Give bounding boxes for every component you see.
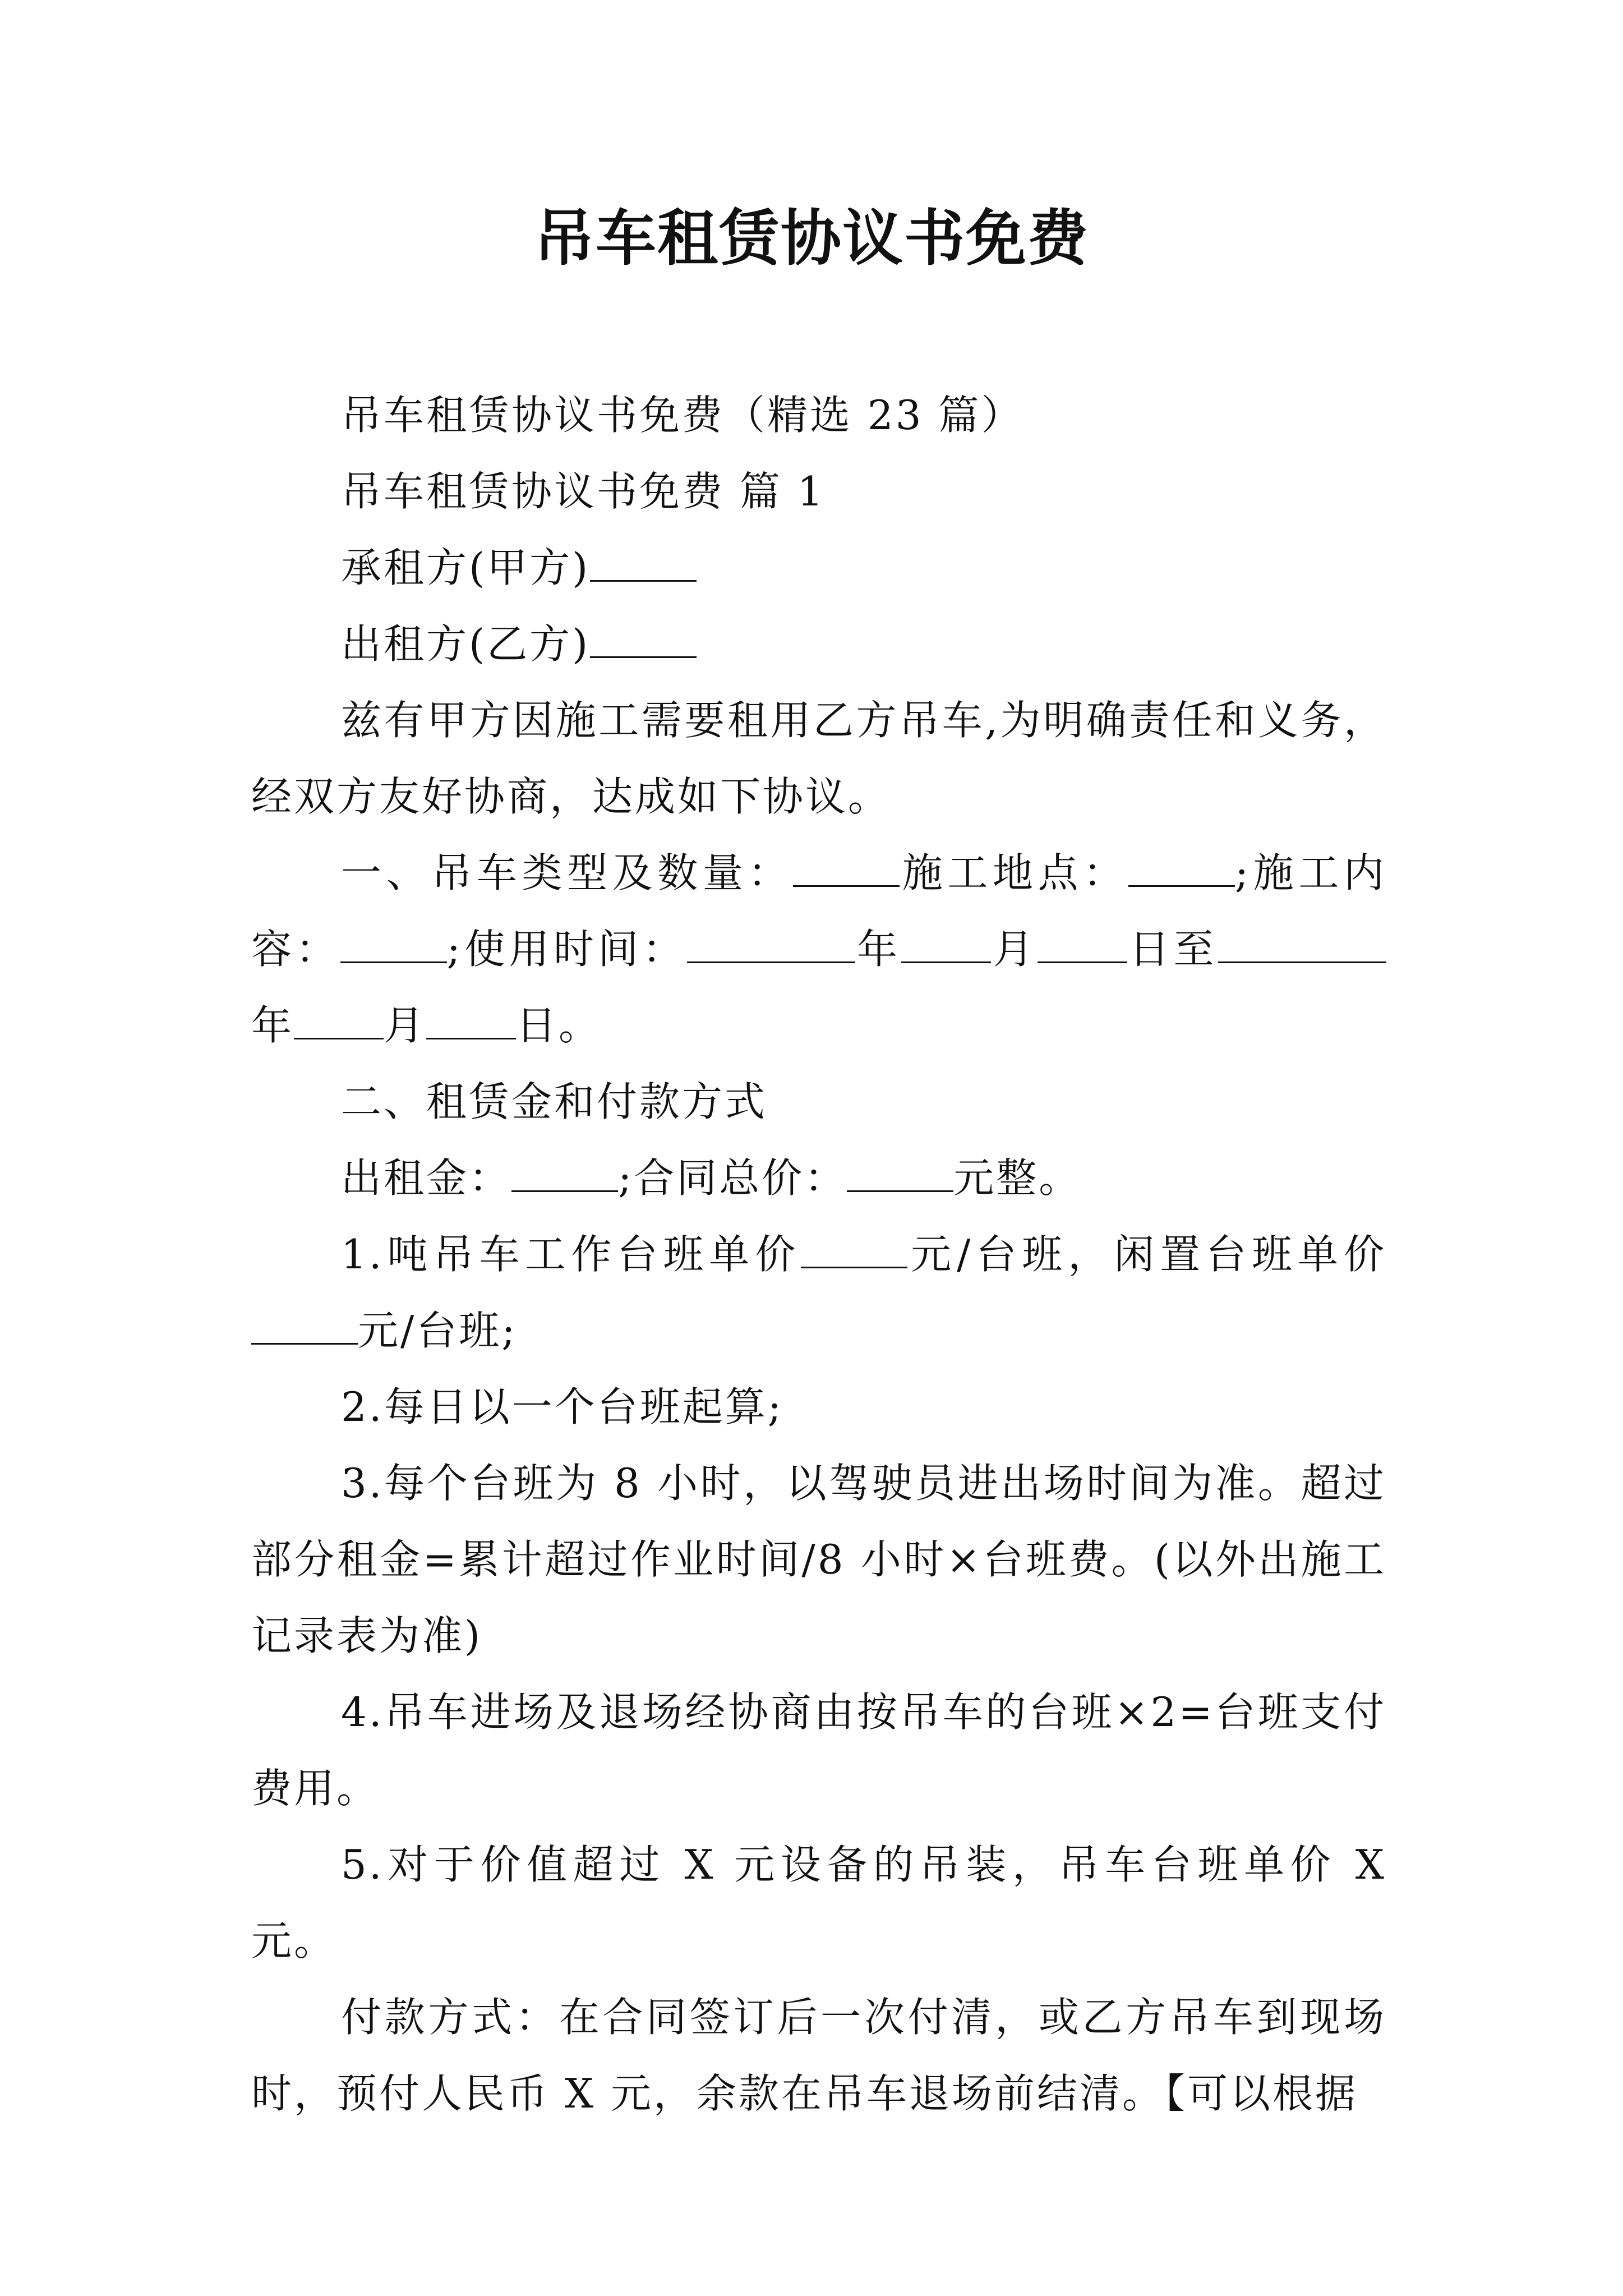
- blank: [511, 1157, 618, 1192]
- party-a-line: [251, 530, 1386, 606]
- blank: [251, 1309, 358, 1345]
- month-label: 月: [991, 926, 1038, 973]
- document-subtitle: 吊车租赁协议书免费（精选 23 篇）: [341, 392, 1024, 439]
- rent-label: 出租金：: [341, 1154, 512, 1202]
- clause-1-type-label: 一、吊车类型及数量：: [341, 849, 794, 896]
- party-a-label: 承租方(甲方): [341, 544, 591, 591]
- blank: [687, 928, 855, 963]
- blank: [294, 1004, 384, 1039]
- document-title: 吊车租赁协议书免费: [533, 203, 1089, 274]
- blank: [426, 1004, 516, 1039]
- clause-1-content-label: ;施工内容：: [251, 849, 1386, 973]
- blank: [1038, 928, 1127, 963]
- day-end-label: 日。: [516, 1002, 602, 1049]
- day-to-label: 日至: [1127, 926, 1218, 973]
- item-2: 2.每日以一个台班起算;: [341, 1383, 783, 1430]
- blank: [901, 928, 991, 963]
- intro-paragraph: 兹有甲方因施工需要租用乙方吊车,为明确责任和义务，经双方友好协商，达成如下协议。: [251, 697, 1386, 820]
- blank: [847, 1157, 953, 1192]
- item-4: 4.吊车进场及退场经协商由按吊车的台班×2=台班支付费用。: [251, 1688, 1386, 1812]
- item-1-suffix: 元/台班;: [358, 1307, 518, 1354]
- party-a-blank: [590, 546, 697, 582]
- clause-1: [251, 835, 1386, 1064]
- blank: [340, 928, 447, 963]
- year-label: 年: [251, 1002, 294, 1049]
- document-body: [251, 377, 1386, 2132]
- rent-line: [251, 1140, 1386, 1216]
- clause-1-site-label: 施工地点：: [900, 849, 1128, 896]
- clause-1-time-label: ;使用时间：: [446, 926, 687, 973]
- item-1: [251, 1216, 1386, 1369]
- month-label: 月: [384, 1002, 427, 1049]
- rent-suffix: 元整。: [953, 1154, 1082, 1202]
- blank: [801, 1233, 907, 1268]
- item-3: 3.每个台班为 8 小时，以驾驶员进出场时间为准。超过部分租金=累计超过作业时间/8 小时×台班费。(以外出施工记录表为准): [251, 1460, 1386, 1659]
- item-1-mid: 元/台班，闲置台班单价: [907, 1231, 1386, 1278]
- item-5: 5.对于价值超过 X 元设备的吊装，吊车台班单价 X 元。: [251, 1841, 1386, 1964]
- payment-paragraph: 付款方式：在合同签订后一次付清，或乙方吊车到现场时，预付人民币 X 元，余款在吊车退场前结清。【可以根据: [251, 1994, 1386, 2117]
- item-1-prefix: 1.吨吊车工作台班单价: [341, 1231, 801, 1278]
- party-b-line: [251, 606, 1386, 682]
- blank: [1128, 852, 1235, 887]
- blank: [793, 852, 900, 887]
- section-heading: 吊车租赁协议书免费 篇 1: [341, 468, 826, 515]
- clause-2-heading: 二、租赁金和付款方式: [341, 1078, 768, 1125]
- party-b-label: 出租方(乙方): [341, 620, 591, 668]
- party-b-blank: [590, 623, 697, 658]
- year-label: 年: [855, 926, 902, 973]
- blank: [1218, 928, 1386, 963]
- total-label: ;合同总价：: [618, 1154, 847, 1202]
